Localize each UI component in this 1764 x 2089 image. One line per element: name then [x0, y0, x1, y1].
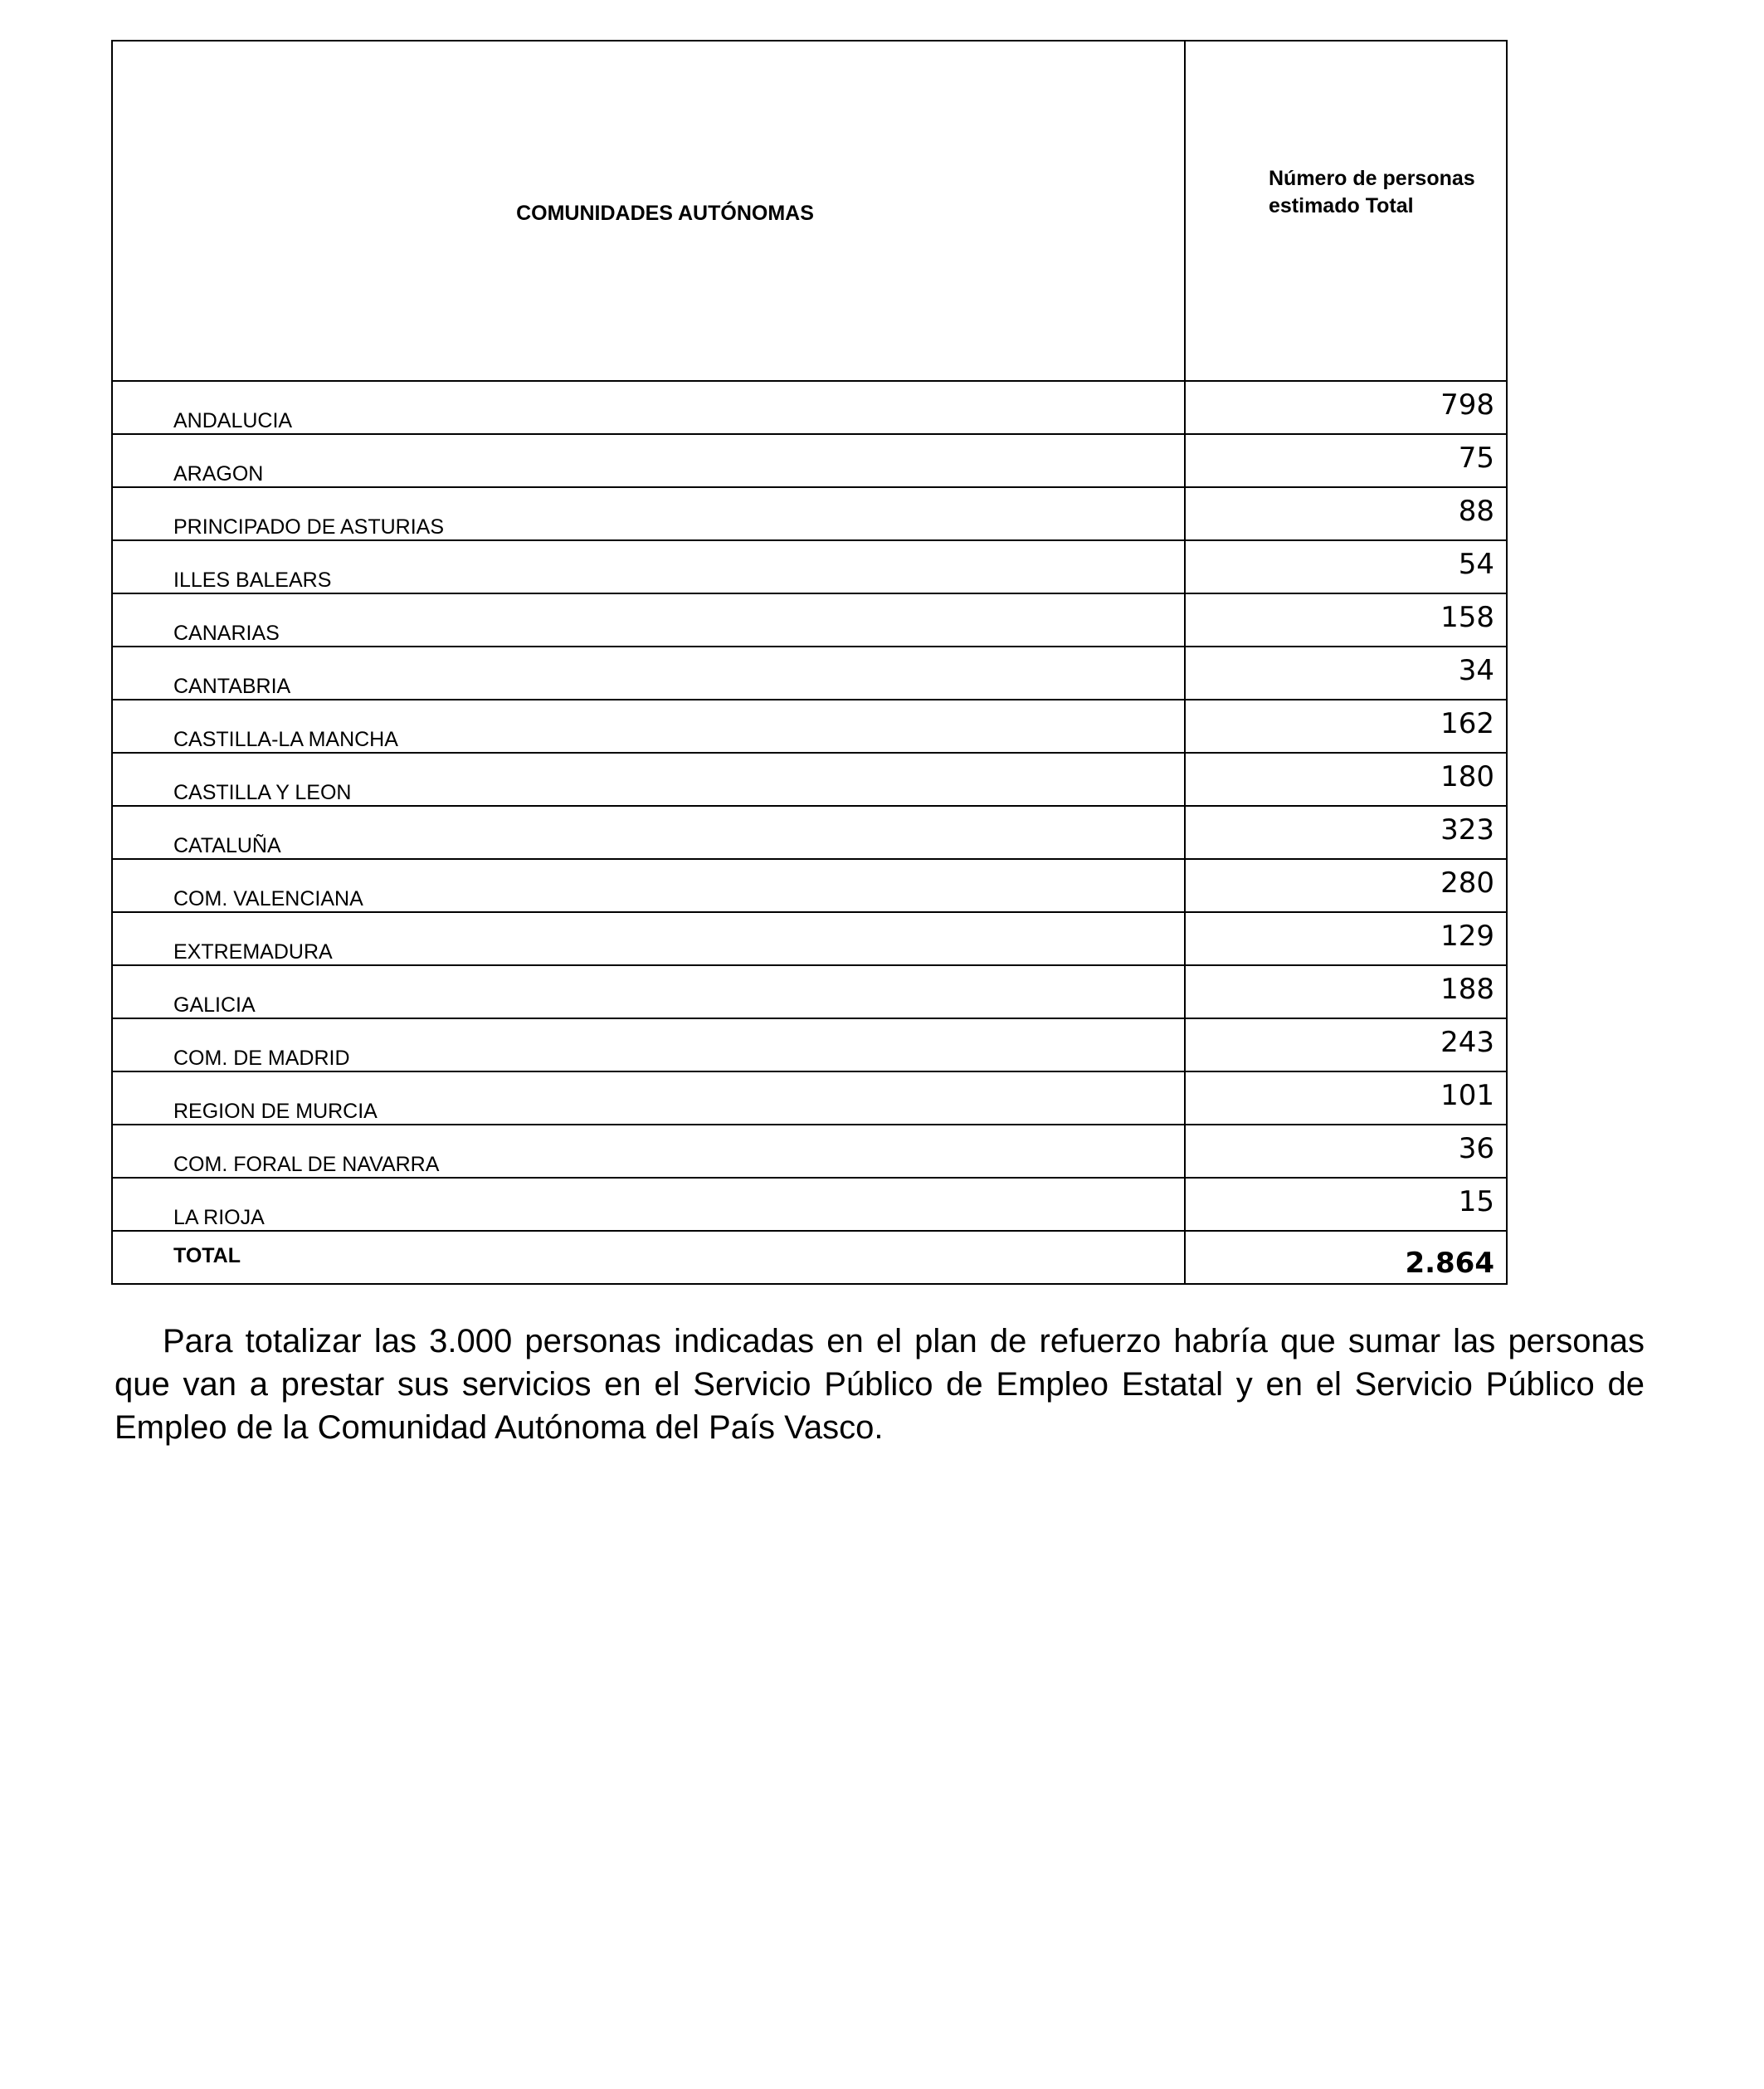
region-name: REGION DE MURCIA: [112, 1071, 1185, 1125]
region-name: ARAGON: [112, 434, 1185, 487]
region-value: 180: [1185, 753, 1507, 806]
table-row: [112, 806, 1507, 859]
region-value: 243: [1185, 1018, 1507, 1071]
table-row: [112, 1071, 1507, 1125]
region-name: CASTILLA-LA MANCHA: [112, 700, 1185, 753]
table-row: [112, 700, 1507, 753]
table-row: [112, 1178, 1507, 1231]
region-value: 75: [1185, 434, 1507, 487]
table-row: [112, 381, 1507, 434]
region-value: 101: [1185, 1071, 1507, 1125]
region-value: 158: [1185, 593, 1507, 647]
region-name: CANTABRIA: [112, 647, 1185, 700]
table-row: [112, 434, 1507, 487]
region-value: 34: [1185, 647, 1507, 700]
region-name: GALICIA: [112, 965, 1185, 1018]
region-name: LA RIOJA: [112, 1178, 1185, 1231]
region-name: COM. DE MADRID: [112, 1018, 1185, 1071]
header-count-line2: estimado Total: [1269, 194, 1414, 217]
region-value: 54: [1185, 540, 1507, 593]
region-value: 15: [1185, 1178, 1507, 1231]
region-value: 798: [1185, 381, 1507, 434]
total-value: 2.864: [1185, 1231, 1507, 1284]
table-row: [112, 753, 1507, 806]
total-row: [112, 1231, 1507, 1284]
table-row: [112, 540, 1507, 593]
region-value: 36: [1185, 1125, 1507, 1178]
header-count-line1: Número de personas: [1269, 167, 1475, 190]
body-paragraph: Para totalizar las 3.000 personas indicadas en el plan de refuerzo habría que sumar las personas que van a prestar sus servicios en el Servicio Público de Empleo Estatal y en el Servicio Público de Empleo de la Comunidad Autónoma del País Vasco.: [115, 1323, 1645, 1446]
region-name: PRINCIPADO DE ASTURIAS: [112, 487, 1185, 540]
region-name: ANDALUCIA: [112, 381, 1185, 434]
table-row: [112, 1125, 1507, 1178]
region-value: 188: [1185, 965, 1507, 1018]
table-row: [112, 1018, 1507, 1071]
table-row: [112, 965, 1507, 1018]
table-row: [112, 859, 1507, 912]
table-row: [112, 647, 1507, 700]
header-region: COMUNIDADES AUTÓNOMAS: [112, 41, 1185, 381]
region-name: COM. FORAL DE NAVARRA: [112, 1125, 1185, 1178]
region-name: CASTILLA Y LEON: [112, 753, 1185, 806]
region-name: EXTREMADURA: [112, 912, 1185, 965]
region-value: 88: [1185, 487, 1507, 540]
table-row: [112, 593, 1507, 647]
table-header-row: [112, 41, 1507, 381]
table-row: [112, 912, 1507, 965]
header-count: [1185, 41, 1507, 381]
region-value: 280: [1185, 859, 1507, 912]
region-name: ILLES BALEARS: [112, 540, 1185, 593]
table-body: [112, 381, 1507, 1284]
table-row: [112, 487, 1507, 540]
region-name: CANARIAS: [112, 593, 1185, 647]
regions-table: [111, 40, 1508, 1285]
region-value: 129: [1185, 912, 1507, 965]
region-name: CATALUÑA: [112, 806, 1185, 859]
total-label: TOTAL: [112, 1231, 1185, 1284]
region-name: COM. VALENCIANA: [112, 859, 1185, 912]
region-value: 323: [1185, 806, 1507, 859]
region-value: 162: [1185, 700, 1507, 753]
